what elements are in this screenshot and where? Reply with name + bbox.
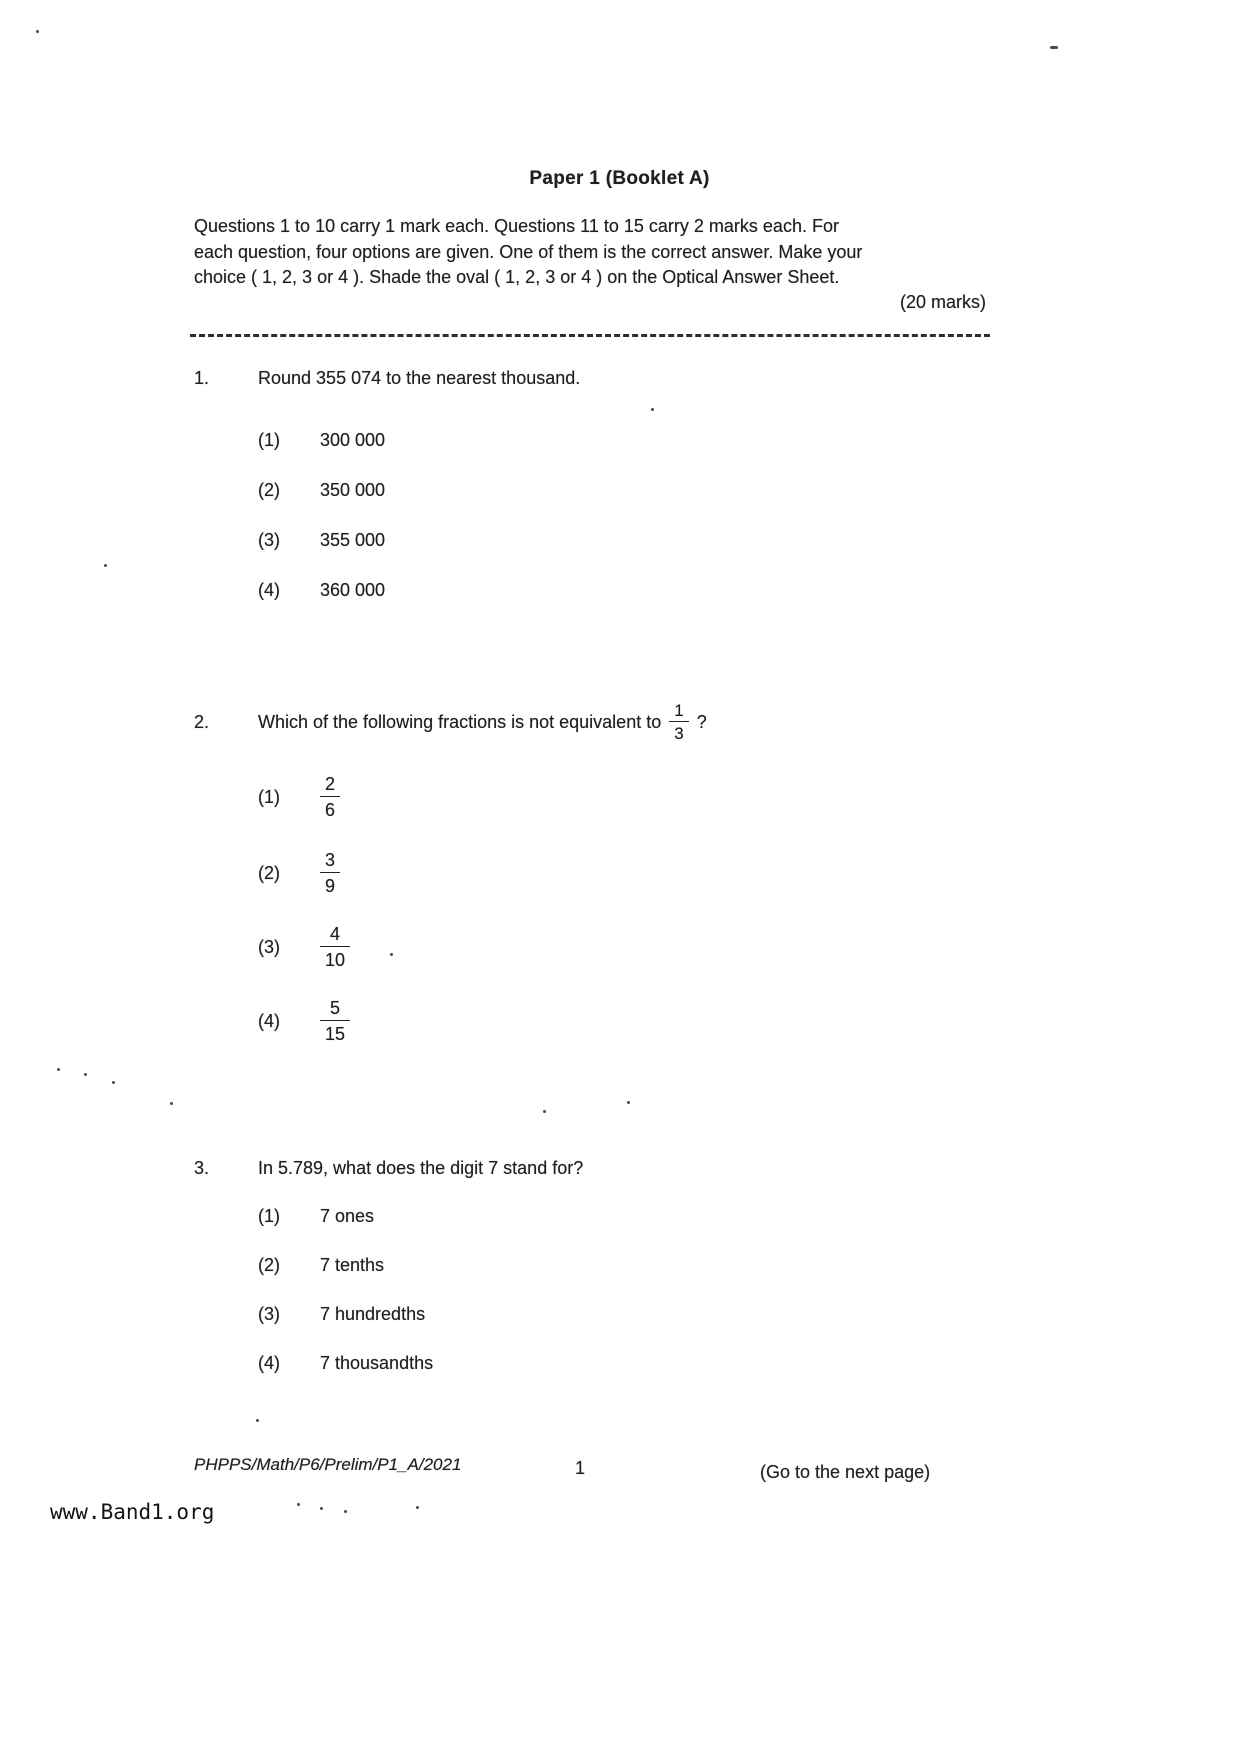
scan-artifact xyxy=(651,408,654,411)
option-value: 300 000 xyxy=(320,430,386,450)
question-text: Round 355 074 to the nearest thousand. xyxy=(258,368,581,388)
fraction xyxy=(320,996,350,1047)
fraction-denominator: 15 xyxy=(320,1020,350,1046)
question-number: 3. xyxy=(194,1158,210,1178)
fraction xyxy=(320,922,350,973)
option-label: (1) xyxy=(258,1206,280,1226)
scan-artifact xyxy=(112,1081,115,1084)
instruction-line: Questions 1 to 10 carry 1 mark each. Questions 11 to 15 carry 2 marks each. For xyxy=(194,216,839,236)
document-code: PHPPS/Math/P6/Prelim/P1_A/2021 xyxy=(194,1455,462,1474)
option-row xyxy=(258,530,385,551)
option-value: 7 tenths xyxy=(320,1255,385,1275)
marks-total: (20 marks) xyxy=(899,292,986,312)
scan-artifact xyxy=(416,1506,419,1509)
option-label: (2) xyxy=(258,1255,280,1275)
fraction-numerator: 3 xyxy=(325,850,336,870)
option-row xyxy=(258,480,385,501)
fraction-numerator: 4 xyxy=(330,924,341,944)
scan-artifact xyxy=(1050,46,1058,49)
option-row xyxy=(258,922,350,973)
option-row xyxy=(258,848,340,899)
option-value: 7 hundredths xyxy=(320,1304,426,1324)
fraction-denominator: 9 xyxy=(320,872,340,898)
question-text: In 5.789, what does the digit 7 stand for? xyxy=(258,1158,584,1178)
option-row xyxy=(258,1255,384,1276)
fraction xyxy=(669,700,688,745)
fraction-denominator: 3 xyxy=(669,721,688,744)
option-label: (2) xyxy=(258,480,280,500)
option-row xyxy=(258,996,350,1047)
scan-artifact xyxy=(84,1073,87,1076)
option-label: (4) xyxy=(258,580,280,600)
scan-artifact xyxy=(256,1419,259,1422)
question-1 xyxy=(194,368,580,389)
scan-artifact xyxy=(170,1102,173,1105)
next-page-note: (Go to the next page) xyxy=(760,1462,931,1482)
question-number: 2. xyxy=(194,711,210,732)
question-2 xyxy=(194,700,707,745)
scan-artifact xyxy=(297,1503,300,1506)
scan-artifact xyxy=(36,30,39,33)
option-label: (2) xyxy=(258,862,280,883)
scan-artifact xyxy=(320,1507,323,1510)
instructions xyxy=(194,214,994,291)
section-divider xyxy=(190,334,990,337)
page-number: 1 xyxy=(575,1458,586,1478)
fraction-denominator: 6 xyxy=(320,796,340,822)
page-title: Paper 1 (Booklet A) xyxy=(529,168,710,189)
question-number: 1. xyxy=(194,368,210,388)
option-value: 360 000 xyxy=(320,580,386,600)
option-value: 355 000 xyxy=(320,530,386,550)
fraction-numerator: 1 xyxy=(674,701,684,720)
scan-artifact xyxy=(390,953,393,956)
watermark-url: www.Band1.org xyxy=(50,1500,215,1524)
option-row xyxy=(258,580,385,601)
option-label: (1) xyxy=(258,786,280,807)
scan-artifact xyxy=(104,564,107,567)
option-row xyxy=(258,1353,433,1374)
option-value: 7 thousandths xyxy=(320,1353,434,1373)
option-label: (1) xyxy=(258,430,280,450)
fraction xyxy=(320,848,340,899)
scan-artifact xyxy=(344,1510,347,1513)
option-value: 350 000 xyxy=(320,480,386,500)
fraction xyxy=(320,772,340,823)
option-value: 7 ones xyxy=(320,1206,375,1226)
option-label: (4) xyxy=(258,1353,280,1373)
question-text: Which of the following fractions is not equivalent to $\frac{1}{3}$ ? xyxy=(258,701,707,744)
option-row xyxy=(258,430,385,451)
scan-artifact xyxy=(627,1101,630,1104)
option-row xyxy=(258,1206,374,1227)
instruction-line: choice ( 1, 2, 3 or 4 ). Shade the oval ( 1, 2, 3 or 4 ) on the Optical Answer Sheet. xyxy=(194,267,840,288)
question-3 xyxy=(194,1158,583,1179)
scan-artifact xyxy=(543,1110,546,1113)
option-row xyxy=(258,1304,425,1325)
fraction-numerator: 5 xyxy=(330,998,341,1018)
scan-artifact xyxy=(57,1068,60,1071)
option-label: (3) xyxy=(258,1304,280,1324)
option-label: (3) xyxy=(258,530,280,550)
option-row xyxy=(258,772,340,823)
instruction-line: each question, four options are given. One of them is the correct answer. Make your xyxy=(194,241,863,262)
option-label: (3) xyxy=(258,936,280,957)
option-label: (4) xyxy=(258,1010,280,1031)
fraction-numerator: 2 xyxy=(325,774,336,794)
fraction-denominator: 10 xyxy=(320,946,350,972)
